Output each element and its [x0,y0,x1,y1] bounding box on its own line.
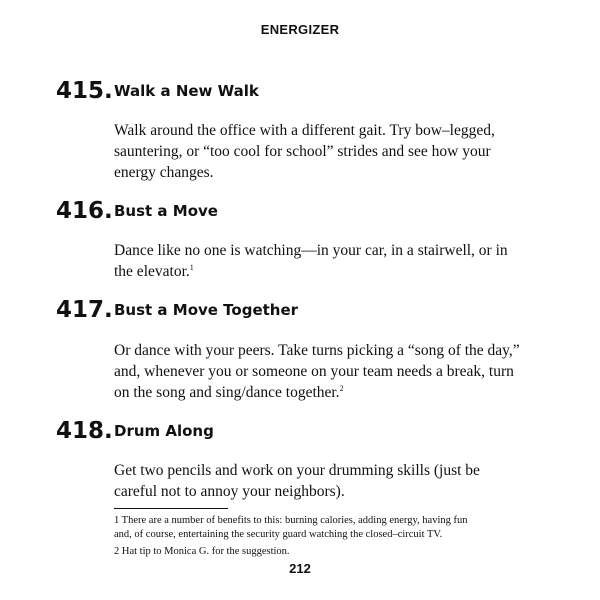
footnote-reference[interactable]: 2 [339,383,344,393]
entry-body [114,240,559,282]
entry-title: Drum Along [114,422,214,440]
footnote-divider [114,508,228,509]
entry-title: Walk a New Walk [114,82,259,100]
body-line: and, whenever you or someone on your team needs a break, turn [114,363,514,380]
entry-title: Bust a Move Together [114,301,299,319]
footnote-reference[interactable]: 1 [189,262,194,272]
page-number: 212 [289,561,311,576]
entry-number: 415. [56,78,113,104]
entry-body [114,340,559,403]
body-line [114,261,559,282]
footnote-line: 1 There are a number of benefits to this: burning calories, adding energy, having fun [114,515,468,526]
running-header: ENERGIZER [260,22,340,37]
entry-number: 418. [56,418,113,444]
body-line: sauntering, or “too cool for school” strides and see how your [114,143,491,160]
body-line: careful not to annoy your neighbors). [114,483,345,500]
entry-number: 417. [56,297,113,323]
footnote-2 [114,545,574,559]
footnote-line: 2 Hat tip to Monica G. for the suggestion. [114,546,290,557]
body-line: Dance like no one is watching—in your car, in a stairwell, or in [114,242,508,259]
body-line: energy changes. [114,164,214,181]
entry-body [114,120,559,183]
entry-title: Bust a Move [114,202,218,220]
footnote-line: and, of course, entertaining the security guard watching the closed–circuit TV. [114,529,443,540]
body-line-text: the elevator. [114,263,190,280]
body-line-text: on the song and sing/dance together. [114,384,340,401]
body-line: Get two pencils and work on your drumming skills (just be [114,462,480,479]
body-line [114,382,559,403]
footnote-1 [114,514,574,542]
entry-number: 416. [56,198,113,224]
entry-body [114,460,559,502]
body-line: Walk around the office with a different gait. Try bow–legged, [114,122,495,139]
body-line: Or dance with your peers. Take turns picking a “song of the day,” [114,342,520,359]
